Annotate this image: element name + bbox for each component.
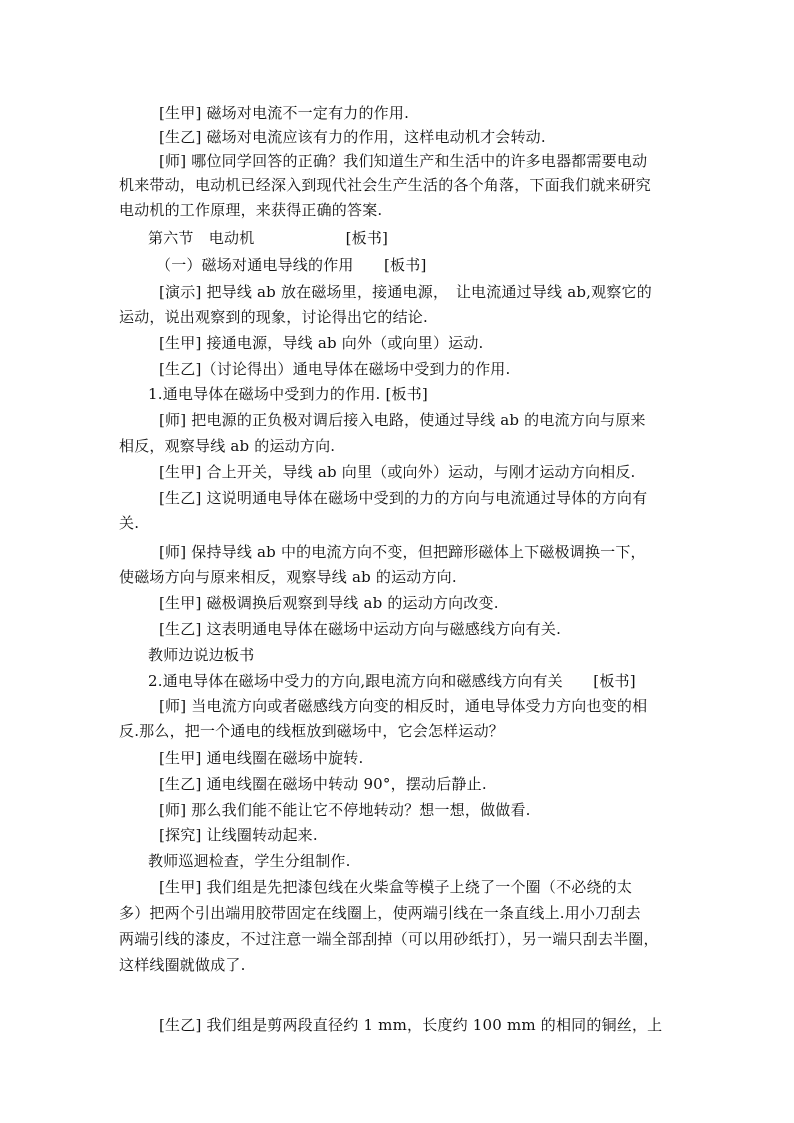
- text-line: [生甲] 磁极调换后观察到导线 ab 的运动方向改变.: [159, 594, 499, 612]
- text-line: 电动机的工作原理，来获得正确的答案.: [119, 201, 383, 219]
- text-line: [生乙] 这说明通电导体在磁场中受到的力的方向与电流通过导体的方向有: [159, 489, 648, 507]
- text-line: 1.通电导体在磁场中受到力的作用. [板书]: [148, 385, 428, 403]
- text-line: [师] 把电源的正负极对调后接入电路，使通过导线 ab 的电流方向与原来: [159, 411, 646, 429]
- text-line: 相反，观察导线 ab 的运动方向.: [119, 437, 336, 455]
- text-line: 教师巡迴检查，学生分组制作.: [148, 852, 351, 870]
- text-line: [师] 哪位同学回答的正确？我们知道生产和生活中的许多电器都需要电动: [159, 152, 648, 170]
- text-line: 多）把两个引出端用胶带固定在线圈上，使两端引线在一条直线上.用小刀刮去: [119, 904, 641, 922]
- text-line: [师] 保持导线 ab 中的电流方向不变，但把蹄形磁体上下磁极调换一下，: [159, 543, 646, 561]
- text-line: [生甲] 我们组是先把漆包线在火柴盒等模子上绕了一个圈（不必绕的太: [159, 878, 633, 896]
- text-line: 关.: [119, 514, 140, 532]
- subsection-heading: （一）磁场对通电导线的作用 [板书]: [156, 256, 427, 274]
- text-line: [生甲] 合上开关，导线 ab 向里（或向外）运动，与刚才运动方向相反.: [159, 463, 636, 481]
- text-line: 反.那么，把一个通电的线框放到磁场中，它会怎样运动？: [119, 722, 504, 740]
- text-line: 教师边说边板书: [148, 646, 255, 664]
- text-line: 机来带动，电动机已经深入到现代社会生产生活的各个角落，下面我们就来研究: [119, 176, 652, 194]
- text-line: 这样线圈就做成了.: [119, 956, 246, 974]
- text-line: [生乙] 这表明通电导体在磁场中运动方向与磁感线方向有关.: [159, 620, 562, 638]
- section-heading: 第六节 电动机 [板书]: [148, 229, 389, 247]
- text-line: 使磁场方向与原来相反，观察导线 ab 的运动方向.: [119, 568, 457, 586]
- text-line: 运动，说出观察到的现象，讨论得出它的结论.: [119, 308, 428, 326]
- text-line: [演示] 把导线 ab 放在磁场里，接通电源， 让电流通过导线 ab,观察它的: [159, 283, 652, 301]
- text-line: [师] 当电流方向或者磁感线方向变的相反时，通电导体受力方向也变的相: [159, 697, 648, 715]
- text-line: [生乙] 磁场对电流应该有力的作用，这样电动机才会转动.: [159, 128, 546, 146]
- text-line: [生乙] 我们组是剪两段直径约 1 mm，长度约 100 mm 的相同的铜丝，上: [159, 1016, 663, 1034]
- text-line: [生甲] 接通电源，导线 ab 向外（或向里）运动.: [159, 334, 484, 352]
- text-line: [生乙] 通电线圈在磁场中转动 90°，摆动后静止.: [159, 775, 487, 793]
- text-line: [师] 那么我们能不能让它不停地转动？想一想，做做看.: [159, 801, 531, 819]
- text-line: [生甲] 磁场对电流不一定有力的作用.: [159, 104, 410, 122]
- text-line: 2.通电导体在磁场中受力的方向,跟电流方向和磁感线方向有关 [板书]: [148, 672, 636, 690]
- text-line: 两端引线的漆皮，不过注意一端全部刮掉（可以用砂纸打），另一端只刮去半圈，: [119, 930, 659, 948]
- text-line: [生甲] 通电线圈在磁场中旋转.: [159, 749, 364, 767]
- text-line: [生乙]（讨论得出）通电导体在磁场中受到力的作用.: [159, 360, 511, 378]
- text-line: [探究] 让线圈转动起来.: [159, 826, 318, 844]
